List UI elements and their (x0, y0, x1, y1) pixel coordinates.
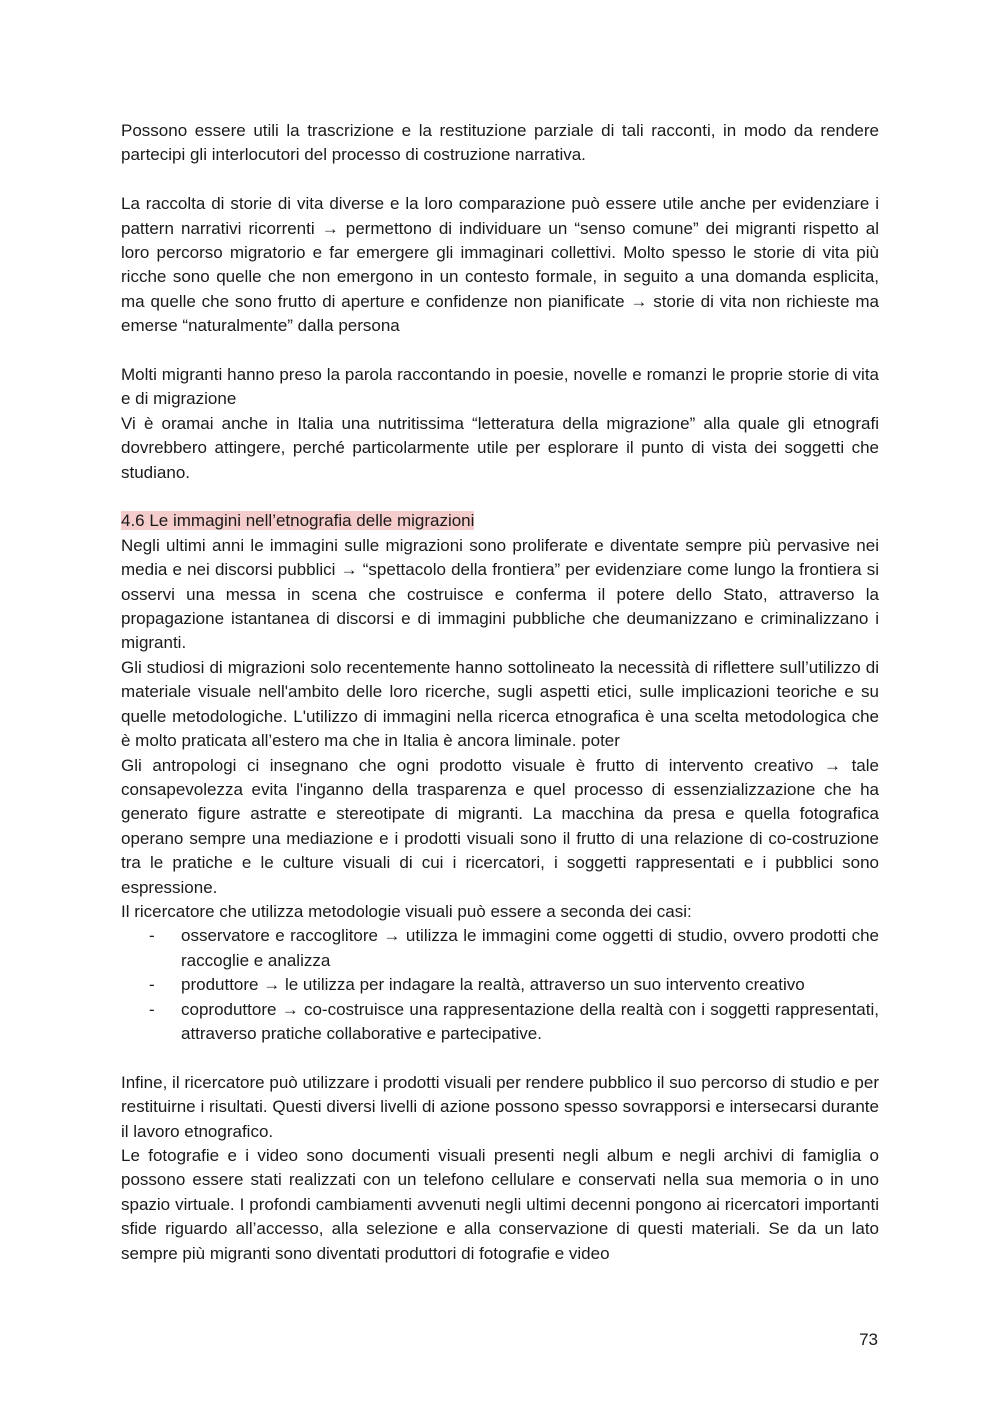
paragraph: Negli ultimi anni le immagini sulle migrazioni sono proliferate e diventate sempre più pervasive nei media e nei discorsi pubblici → “spettacolo della frontiera” per evidenziare come lungo la frontiera si osservi una messa in scena che costruisce e conferma il potere dello Stato, attraverso la propagazione istantanea di discorsi e di immagini pubbliche che deumanizzano e criminalizzano i migranti. (121, 535, 879, 653)
paragraph-gap (121, 1046, 879, 1070)
paragraph-gap (121, 168, 879, 192)
page-content (121, 119, 879, 1266)
list-item-text: coproduttore → co-costruisce una rappresentazione della realtà con i soggetti rappresentati, attraverso pratiche collaborative e partecipative. (181, 999, 879, 1043)
section-heading: 4.6 Le immagini nell’etnografia delle migrazioni (121, 511, 475, 531)
list-item-text: osservatore e raccoglitore → utilizza le immagini come oggetti di studio, ovvero prodotti che raccoglie e analizza (181, 926, 879, 970)
bullet-list (121, 924, 879, 1046)
paragraph: Possono essere utili la trascrizione e la restituzione parziale di tali racconti, in modo da rendere partecipi gli interlocutori del processo di costruzione narrativa. (121, 121, 879, 165)
paragraph: Il ricercatore che utilizza metodologie visuali può essere a seconda dei casi: (121, 901, 692, 921)
dash-bullet: - (149, 926, 155, 946)
paragraph-gap (121, 485, 879, 509)
list-item (121, 998, 879, 1047)
paragraph: Molti migranti hanno preso la parola raccontando in poesie, novelle e romanzi le proprie storie di vita e di migrazione (121, 365, 879, 409)
dash-bullet: - (149, 975, 155, 995)
paragraph: Gli antropologi ci insegnano che ogni prodotto visuale è frutto di intervento creativo → tale consapevolezza evita l'inganno della trasparenza e quel processo di essenzializzazione che ha generato figure astratte e stereotipate di migranti. La macchina da presa e quella fotografica operano sempre una mediazione e i prodotti visuali sono il frutto di una relazione di co-costruzione tra le pratiche e le culture visuali di cui i ricercatori, i soggetti rappresentati e i pubblici sono espressione. (121, 755, 879, 897)
list-item (121, 973, 879, 997)
section-heading-line (121, 509, 879, 533)
list-item-text: produttore → le utilizza per indagare la realtà, attraverso un suo intervento creativo (181, 975, 805, 995)
paragraph: Vi è oramai anche in Italia una nutritissima “letteratura della migrazione” alla quale gli etnografi dovrebbero attingere, perché particolarmente utile per esplorare il punto di vista dei soggetti che studiano. (121, 413, 879, 482)
paragraph-gap (121, 339, 879, 363)
list-item (121, 924, 879, 973)
paragraph: Infine, il ricercatore può utilizzare i prodotti visuali per rendere pubblico il suo percorso di studio e per restituirne i risultati. Questi diversi livelli di azione possono spesso sovrapporsi e intersecarsi durante il lavoro etnografico. (121, 1072, 879, 1141)
paragraph: Le fotografie e i video sono documenti visuali presenti negli album e negli archivi di famiglia o possono essere stati realizzati con un telefono cellulare e conservati nella sua memoria o in uno spazio virtuale. I profondi cambiamenti avvenuti negli ultimi decenni pongono ai ricercatori importanti sfide riguardo all’accesso, alla selezione e alla conservazione di questi materiali. Se da un lato sempre più migranti sono diventati produttori di fotografie e video (121, 1146, 879, 1263)
dash-bullet: - (149, 999, 155, 1019)
page-number: 73 (859, 1330, 878, 1349)
paragraph: La raccolta di storie di vita diverse e la loro comparazione può essere utile anche per evidenziare i pattern narrativi ricorrenti → permettono di individuare un “senso comune” dei migranti rispetto al loro percorso migratorio e far emergere gli immaginari collettivi. Molto spesso le storie di vita più ricche sono quelle che non emergono in un contesto formale, in seguito a una domanda esplicita, ma quelle che sono frutto di aperture e confidenze non pianificate → storie di vita non richieste ma emerse “naturalmente” dalla persona (121, 194, 879, 336)
paragraph: Gli studiosi di migrazioni solo recentemente hanno sottolineato la necessità di riflettere sull’utilizzo di materiale visuale nell'ambito delle loro ricerche, sugli aspetti etici, sulle implicazioni teoriche e su quelle metodologiche. L'utilizzo di immagini nella ricerca etnografica è una scelta metodologica che è molto praticata all’estero ma che in Italia è ancora liminale. poter (121, 657, 879, 751)
